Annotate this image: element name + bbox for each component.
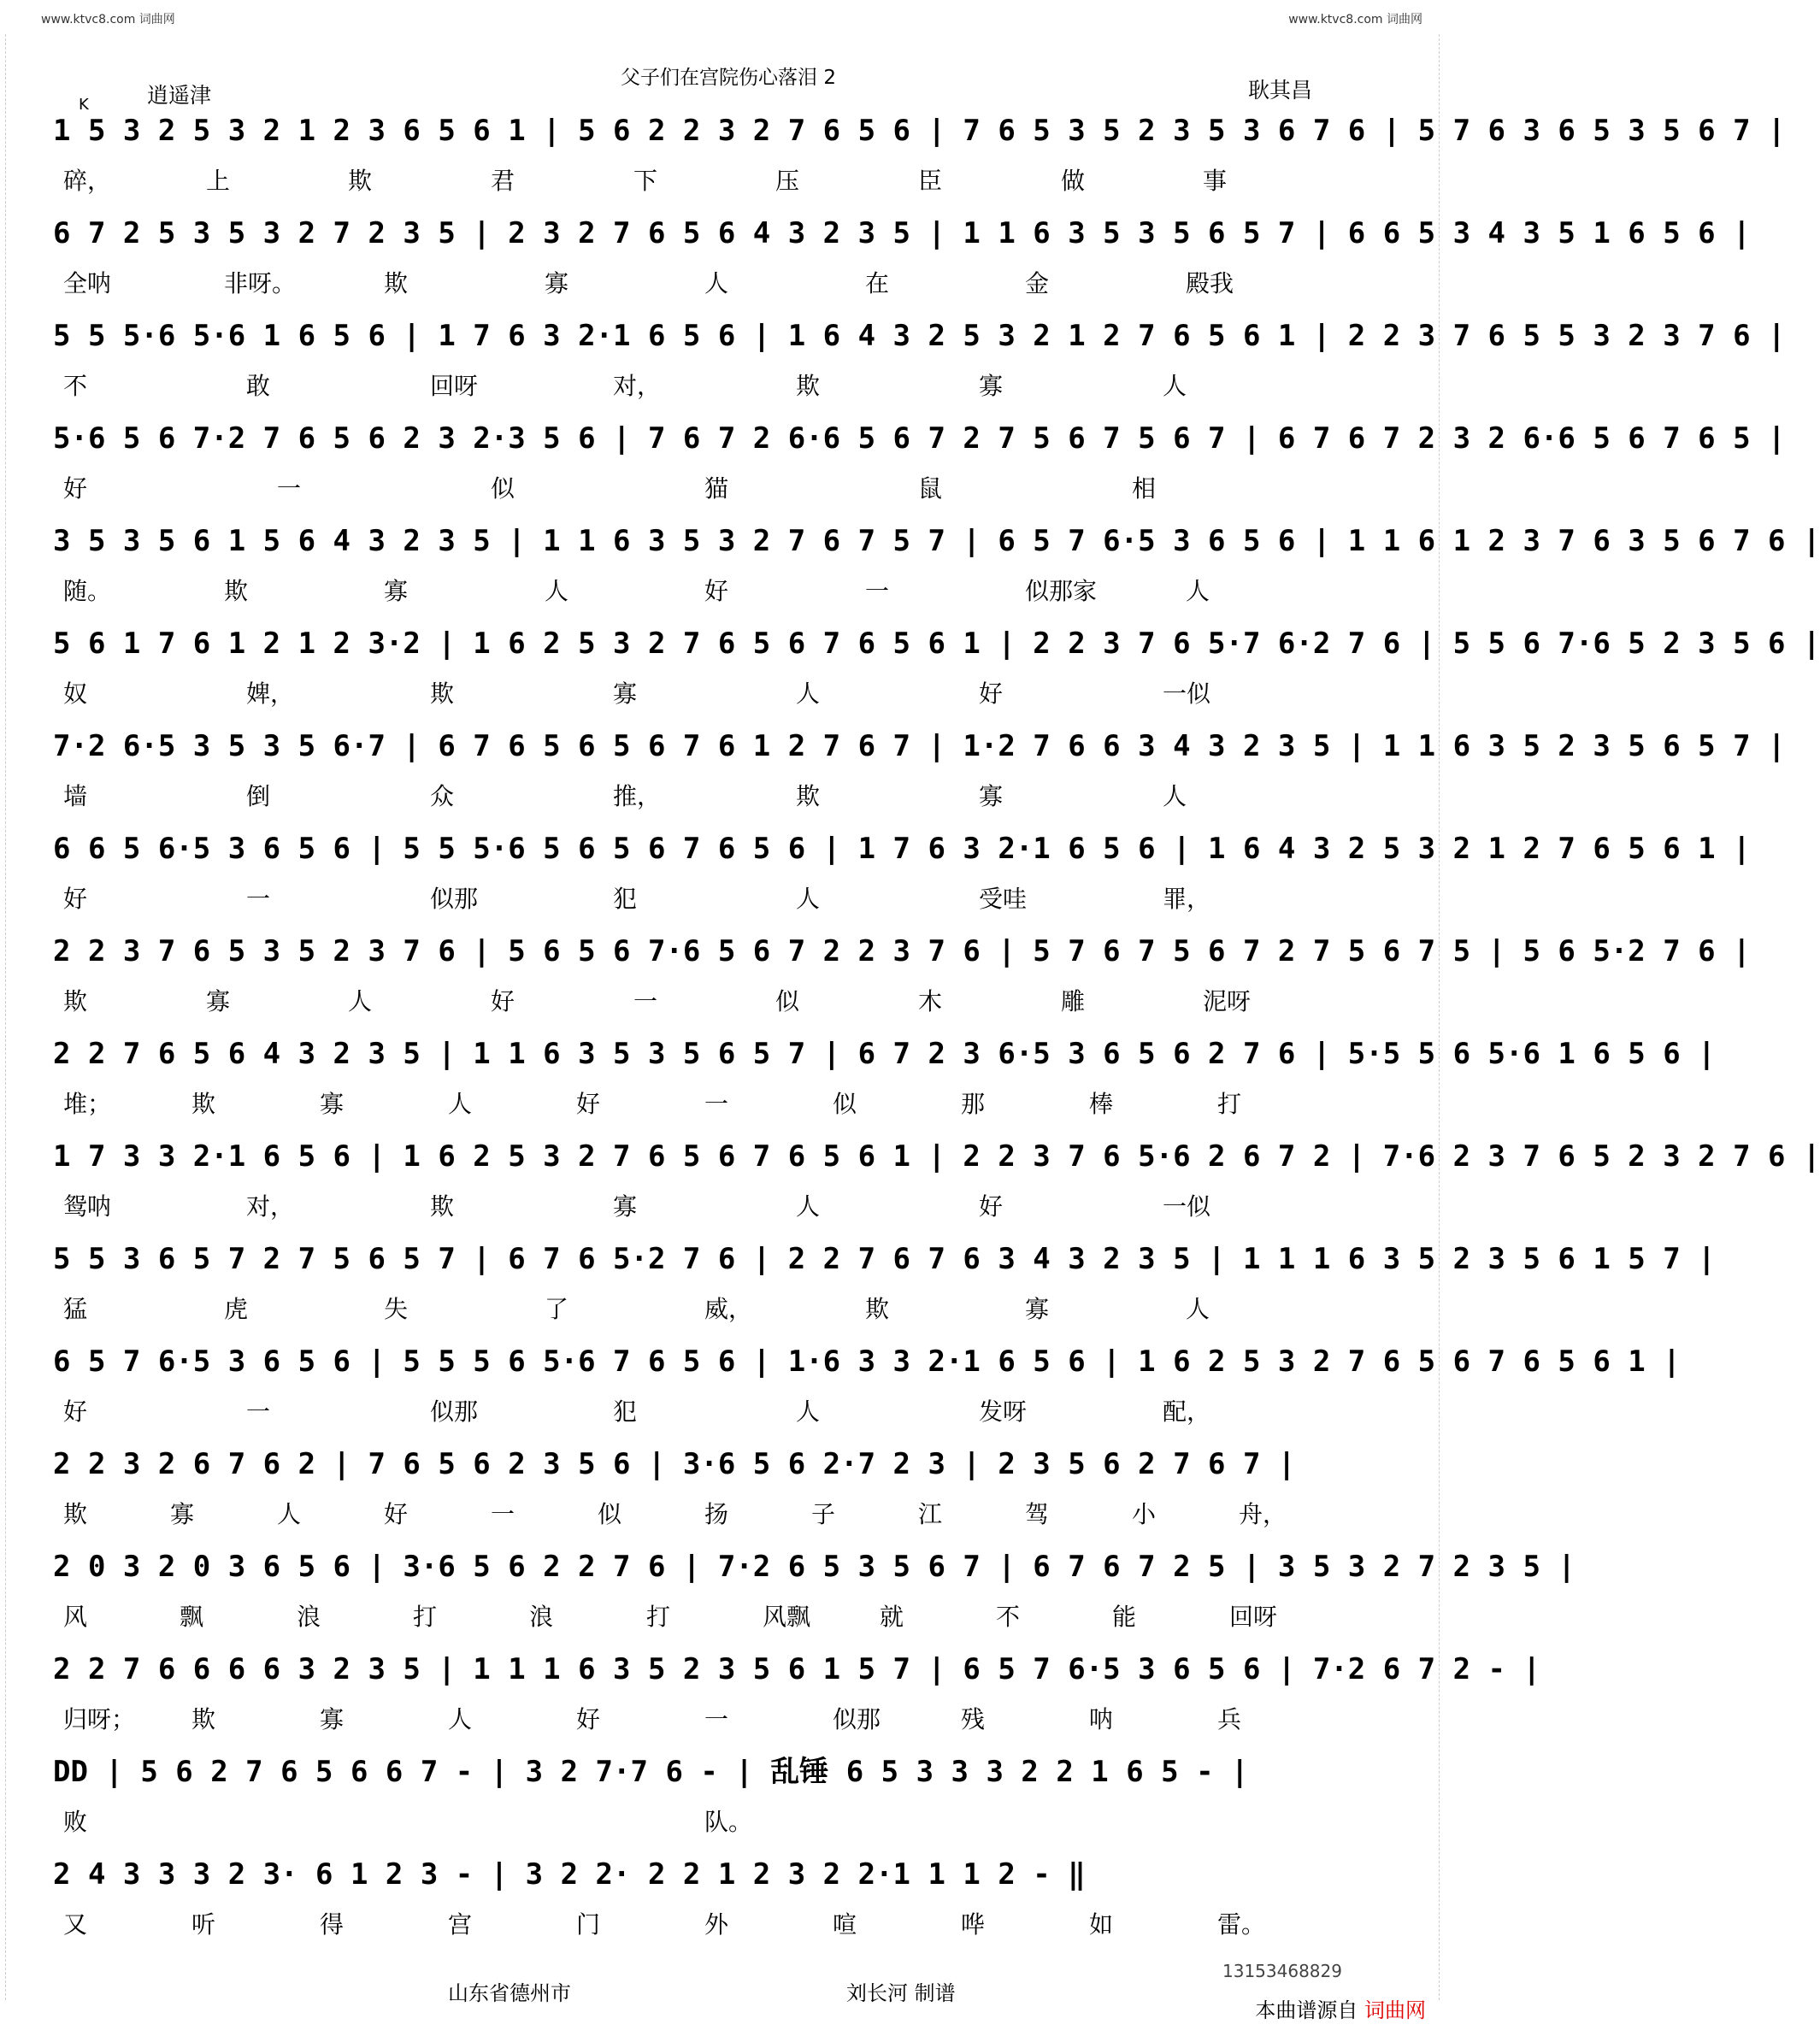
key-mark: K: [79, 96, 89, 114]
lyric-word: 驾: [1025, 1500, 1050, 1528]
lyric-word: 欺: [224, 577, 249, 605]
lyric-word: 人: [545, 577, 569, 605]
lyric-word: 对，: [613, 372, 662, 400]
lyric-word: 压: [775, 167, 800, 195]
lyric-word: 不: [996, 1603, 1021, 1631]
lyric-word: 舟，: [1239, 1500, 1287, 1528]
lyric-word: 上: [206, 167, 231, 195]
lyric-word: 不: [63, 372, 88, 400]
lyric-word: 寡: [1025, 1295, 1050, 1323]
lyric-word: 碎，: [63, 167, 112, 195]
lyric-word: 雷。: [1217, 1910, 1266, 1939]
notation-line: 7·2 6·5 3 5 3 5 6·7 | 6 7 6 5 6 5 6 7 6 1 2 7 6 7 | 1·2 7 6 6 3 4 3 2 3 5 | 1 1 6 3 5 2 3 5 6 5 7 |: [53, 729, 1786, 763]
notation-line: DD | 5 6 2 7 6 5 6 6 7 - | 3 2 7·7 6 - | 乱锤 6 5 3 3 3 2 2 1 6 5 - |: [53, 1755, 1249, 1789]
lyric-word: 做: [1061, 167, 1086, 195]
lyric-word: 威，: [704, 1295, 753, 1323]
lyric-word: 外: [704, 1910, 729, 1939]
lyric-word: 木: [918, 987, 943, 1015]
notation-line: 5·6 5 6 7·2 7 6 5 6 2 3 2·3 5 6 | 7 6 7 2 6·6 5 6 7 2 7 5 6 7 5 6 7 | 6 7 6 7 2 3 2 6·6 5 6 7 6 5 |: [53, 421, 1786, 456]
notation-line: 2 2 3 2 6 7 6 2 | 7 6 5 6 2 3 5 6 | 3·6 5 6 2·7 2 3 | 2 3 5 6 2 7 6 7 |: [53, 1447, 1296, 1481]
lyric-word: 欺: [430, 680, 455, 708]
lyric-word: 一: [246, 1398, 271, 1426]
lyric-word: 那: [961, 1090, 986, 1118]
lyric-word: 倒: [246, 782, 271, 810]
lyric-word: 下: [633, 167, 658, 195]
lyric-word: 风: [63, 1603, 88, 1631]
site-header-right: www.ktvc8.com 词曲网: [1288, 13, 1422, 26]
lyric-word: 呐: [1089, 1705, 1114, 1733]
lyric-word: 人: [1186, 1295, 1210, 1323]
lyric-word: 对，: [246, 1192, 295, 1221]
lyric-word: 回呀: [1229, 1603, 1278, 1631]
lyric-word: 似: [775, 987, 800, 1015]
lyric-word: 失: [384, 1295, 409, 1323]
lyric-word: 浪: [529, 1603, 554, 1631]
lyric-word: 好: [63, 474, 88, 503]
lyric-word: 人: [348, 987, 373, 1015]
notation-line: 2 2 7 6 6 6 6 3 2 3 5 | 1 1 1 6 3 5 2 3 5 6 1 5 7 | 6 5 7 6·5 3 6 5 6 | 7·2 6 7 2 - |: [53, 1652, 1540, 1686]
lyric-word: 欺: [63, 1500, 88, 1528]
footer-phone: 13153468829: [1222, 1961, 1342, 1981]
lyric-word: 一: [277, 474, 302, 503]
lyric-word: 墙: [63, 782, 88, 810]
lyric-word: 人: [1163, 782, 1187, 810]
lyric-word: 欺: [796, 372, 821, 400]
lyric-word: 金: [1025, 269, 1050, 297]
lyric-word: 人: [796, 885, 821, 913]
lyric-word: 就: [880, 1603, 904, 1631]
lyric-word: 人: [448, 1090, 473, 1118]
lyric-word: 欺: [430, 1192, 455, 1221]
lyric-word: 推，: [613, 782, 662, 810]
lyric-word: 人: [796, 1192, 821, 1221]
lyric-word: 打: [1217, 1090, 1242, 1118]
notation-line: 2 4 3 3 3 2 3· 6 1 2 3 - | 3 2 2· 2 2 1 2 3 2 2·1 1 1 2 - ‖: [53, 1857, 1086, 1892]
lyric-word: 泥呀: [1203, 987, 1252, 1015]
notation-line: 5 5 5·6 5·6 1 6 5 6 | 1 7 6 3 2·1 6 5 6 | 1 6 4 3 2 5 3 2 1 2 7 6 5 6 1 | 2 2 3 7 6 5 5 3 2 3 7 6 |: [53, 319, 1786, 353]
lyric-word: 飘: [180, 1603, 204, 1631]
lyric-word: 队。: [704, 1808, 753, 1836]
lyric-word: 江: [918, 1500, 943, 1528]
lyric-word: 欺: [384, 269, 409, 297]
lyric-word: 殿我: [1186, 269, 1234, 297]
lyric-word: 好: [491, 987, 515, 1015]
lyric-word: 好: [63, 1398, 88, 1426]
lyric-word: 众: [430, 782, 455, 810]
notation-line: 5 5 3 6 5 7 2 7 5 6 5 7 | 6 7 6 5·2 7 6 | 2 2 7 6 7 6 3 4 3 2 3 5 | 1 1 1 6 3 5 2 3 5 6 1 5 7 |: [53, 1242, 1716, 1276]
notation-line: 1 7 3 3 2·1 6 5 6 | 1 6 2 5 3 2 7 6 5 6 7 6 5 6 1 | 2 2 3 7 6 5·6 2 6 7 2 | 7·6 2 3 7 6 5 2 3 2 7 6 |: [53, 1139, 1820, 1174]
lyric-word: 配，: [1163, 1398, 1211, 1426]
notation-line: 1 5 3 2 5 3 2 1 2 3 6 5 6 1 | 5 6 2 2 3 2 7 6 5 6 | 7 6 5 3 5 2 3 5 3 6 7 6 | 5 7 6 3 6 5 3 5 6 7 |: [53, 114, 1786, 148]
notation-line: 5 6 1 7 6 1 2 1 2 3·2 | 1 6 2 5 3 2 7 6 5 6 7 6 5 6 1 | 2 2 3 7 6 5·7 6·2 7 6 | 5 5 6 7·6 5 2 3 5 6 |: [53, 627, 1820, 661]
lyric-word: 寡: [206, 987, 231, 1015]
lyric-word: 事: [1203, 167, 1228, 195]
footer-place: 山东省德州市: [448, 1981, 571, 2005]
lyric-word: 堆；: [63, 1090, 112, 1118]
lyric-word: 好: [63, 885, 88, 913]
lyric-word: 寡: [979, 372, 1004, 400]
lyric-word: 寡: [613, 680, 638, 708]
lyric-word: 似: [598, 1500, 622, 1528]
lyric-word: 如: [1089, 1910, 1114, 1939]
lyric-word: 好: [576, 1705, 601, 1733]
lyric-word: 猫: [704, 474, 729, 503]
notation-line: 2 2 3 7 6 5 3 5 2 3 7 6 | 5 6 5 6 7·6 5 6 7 2 2 3 7 6 | 5 7 6 7 5 6 7 2 7 5 6 7 5 | 5 6 5·2 7 6 |: [53, 934, 1751, 968]
lyric-word: 宫: [448, 1910, 473, 1939]
left-margin-strip: [5, 34, 18, 2000]
lyric-word: 猛: [63, 1295, 88, 1323]
performer-name: 耿其昌: [1248, 78, 1313, 103]
source-site-link[interactable]: 词曲网: [1364, 1998, 1426, 2022]
lyric-word: 子: [811, 1500, 836, 1528]
lyric-word: 扬: [704, 1500, 729, 1528]
lyric-word: 鸳呐: [63, 1192, 112, 1221]
lyric-word: 欺: [865, 1295, 890, 1323]
lyric-word: 人: [796, 1398, 821, 1426]
lyric-word: 一: [704, 1090, 729, 1118]
lyric-word: 犯: [613, 885, 638, 913]
notation-line: 6 6 5 6·5 3 6 5 6 | 5 5 5·6 5 6 5 6 7 6 5 6 | 1 7 6 3 2·1 6 5 6 | 1 6 4 3 2 5 3 2 1 2 7 6 5 6 1 |: [53, 832, 1751, 866]
lyric-word: 败: [63, 1808, 88, 1836]
lyric-word: 人: [1186, 577, 1210, 605]
lyric-word: 打: [413, 1603, 438, 1631]
lyric-word: 受哇: [979, 885, 1028, 913]
lyric-word: 听: [191, 1910, 216, 1939]
lyric-word: 小: [1132, 1500, 1157, 1528]
lyric-word: 似那: [430, 885, 479, 913]
site-header-left: www.ktvc8.com 词曲网: [41, 13, 175, 26]
lyric-word: 好: [979, 1192, 1004, 1221]
source-credit: [1255, 1993, 1426, 2023]
lyric-word: 寡: [979, 782, 1004, 810]
lyric-word: 棒: [1089, 1090, 1114, 1118]
lyric-word: 人: [277, 1500, 302, 1528]
lyric-word: 欺: [191, 1090, 216, 1118]
lyric-word: 臣: [918, 167, 943, 195]
lyric-word: 能: [1112, 1603, 1137, 1631]
lyric-word: 犯: [613, 1398, 638, 1426]
lyric-word: 欺: [63, 987, 88, 1015]
lyric-word: 似: [833, 1090, 857, 1118]
lyric-word: 雕: [1061, 987, 1086, 1015]
lyric-word: 似那家: [1025, 577, 1098, 605]
lyric-word: 寡: [320, 1090, 345, 1118]
footer-author: 刘长河 制谱: [846, 1981, 956, 2005]
lyric-word: 发呀: [979, 1398, 1028, 1426]
lyric-word: 又: [63, 1910, 88, 1939]
lyric-word: 兵: [1217, 1705, 1242, 1733]
lyric-word: 鼠: [918, 474, 943, 503]
notation-line: 6 7 2 5 3 5 3 2 7 2 3 5 | 2 3 2 7 6 5 6 4 3 2 3 5 | 1 1 6 3 5 3 5 6 5 7 | 6 6 5 3 4 3 5 1 6 5 6 |: [53, 216, 1751, 250]
lyric-word: 好: [704, 577, 729, 605]
score-title: 父子们在宫院伤心落泪 2: [621, 67, 836, 89]
lyric-word: 寡: [320, 1705, 345, 1733]
lyric-word: 相: [1132, 474, 1157, 503]
notation-line: 3 5 3 5 6 1 5 6 4 3 2 3 5 | 1 1 6 3 5 3 2 7 6 7 5 7 | 6 5 7 6·5 3 6 5 6 | 1 1 6 1 2 3 7 6 3 5 6 7 6 |: [53, 524, 1820, 558]
lyric-word: 寡: [613, 1192, 638, 1221]
lyric-word: 全呐: [63, 269, 112, 297]
lyric-word: 婢，: [246, 680, 295, 708]
lyric-word: 虎: [224, 1295, 249, 1323]
lyric-word: 寡: [384, 577, 409, 605]
lyric-word: 了: [545, 1295, 569, 1323]
lyric-word: 好: [384, 1500, 409, 1528]
lyric-word: 浪: [297, 1603, 321, 1631]
lyric-word: 哗: [961, 1910, 986, 1939]
notation-line: 6 5 7 6·5 3 6 5 6 | 5 5 5 6 5·6 7 6 5 6 | 1·6 3 3 2·1 6 5 6 | 1 6 2 5 3 2 7 6 5 6 7 6 5 6 1 |: [53, 1345, 1681, 1379]
lyric-word: 君: [491, 167, 515, 195]
source-label: 本曲谱源自: [1255, 1998, 1358, 2022]
lyric-word: 人: [1163, 372, 1187, 400]
lyric-word: 寡: [545, 269, 569, 297]
lyric-word: 欺: [191, 1705, 216, 1733]
lyric-word: 非呀。: [224, 269, 297, 297]
lyric-word: 一: [246, 885, 271, 913]
lyric-word: 一: [865, 577, 890, 605]
lyric-word: 归呀；: [63, 1705, 136, 1733]
lyric-word: 风飘: [763, 1603, 811, 1631]
tune-name: 逍遥津: [147, 83, 212, 108]
notation-line: 2 2 7 6 5 6 4 3 2 3 5 | 1 1 6 3 5 3 5 6 5 7 | 6 7 2 3 6·5 3 6 5 6 2 7 6 | 5·5 5 6 5·6 1 6 5 6 |: [53, 1037, 1716, 1071]
lyric-word: 一似: [1163, 680, 1211, 708]
lyric-word: 回呀: [430, 372, 479, 400]
lyric-word: 一: [633, 987, 658, 1015]
lyric-word: 一: [491, 1500, 515, 1528]
lyric-word: 得: [320, 1910, 345, 1939]
lyric-word: 打: [646, 1603, 671, 1631]
notation-line: 2 0 3 2 0 3 6 5 6 | 3·6 5 6 2 2 7 6 | 7·2 6 5 3 5 6 7 | 6 7 6 7 2 5 | 3 5 3 2 7 2 3 5 |: [53, 1550, 1576, 1584]
lyric-word: 奴: [63, 680, 88, 708]
lyric-word: 好: [576, 1090, 601, 1118]
lyric-word: 人: [448, 1705, 473, 1733]
lyric-word: 敢: [246, 372, 271, 400]
lyric-word: 残: [961, 1705, 986, 1733]
lyric-word: 欺: [348, 167, 373, 195]
lyric-word: 门: [576, 1910, 601, 1939]
lyric-word: 喧: [833, 1910, 857, 1939]
lyric-word: 好: [979, 680, 1004, 708]
lyric-word: 人: [796, 680, 821, 708]
lyric-word: 似那: [833, 1705, 881, 1733]
lyric-word: 欺: [796, 782, 821, 810]
lyric-word: 罪，: [1163, 885, 1211, 913]
lyric-word: 似: [491, 474, 515, 503]
lyric-word: 一似: [1163, 1192, 1211, 1221]
lyric-word: 随。: [63, 577, 112, 605]
lyric-word: 寡: [170, 1500, 195, 1528]
lyric-word: 一: [704, 1705, 729, 1733]
lyric-word: 似那: [430, 1398, 479, 1426]
lyric-word: 人: [704, 269, 729, 297]
lyric-word: 在: [865, 269, 890, 297]
